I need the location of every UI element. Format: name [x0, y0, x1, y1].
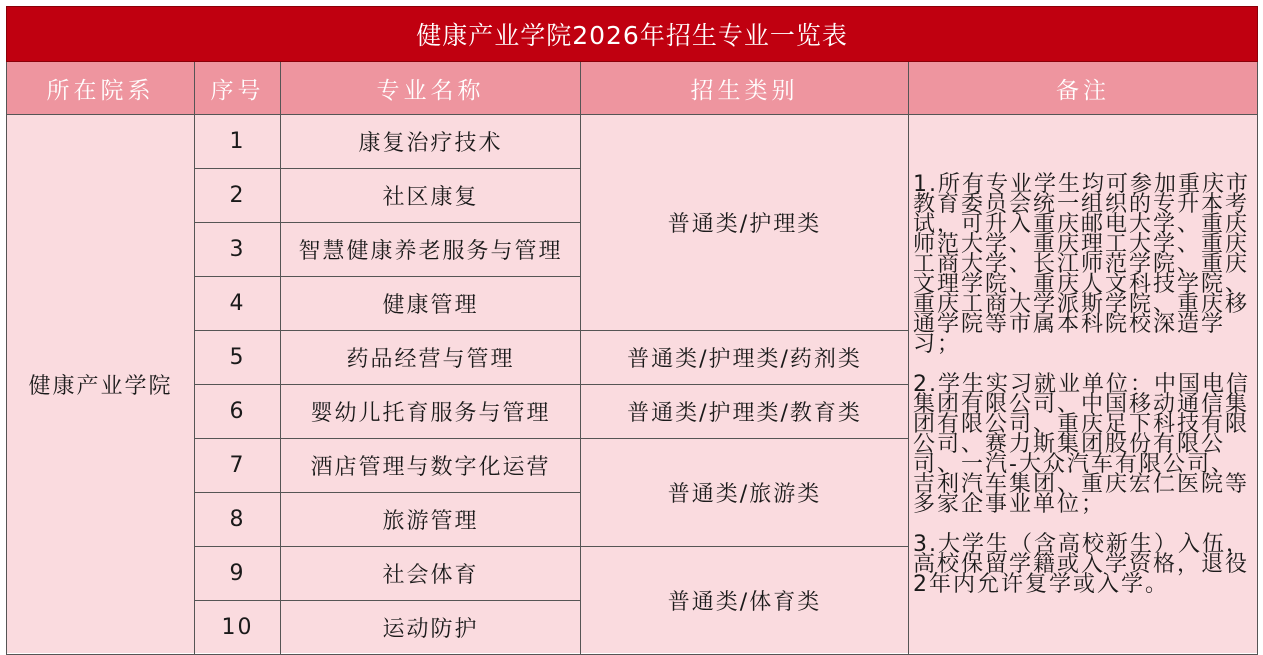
category-cell: 普通类/护理类	[581, 115, 909, 331]
header-category: 招生类别	[581, 62, 909, 115]
major-cell: 运动防护	[281, 601, 581, 655]
category-cell: 普通类/体育类	[581, 547, 909, 655]
index-cell: 6	[195, 385, 281, 439]
index-cell: 9	[195, 547, 281, 601]
header-department: 所在院系	[7, 62, 195, 115]
major-cell: 旅游管理	[281, 493, 581, 547]
remark-item: 3.大学生（含高校新生）入伍，高校保留学籍或入学资格，退役2年内允许复学或入学。	[913, 531, 1250, 597]
major-cell: 药品经营与管理	[281, 331, 581, 385]
major-cell: 康复治疗技术	[281, 115, 581, 169]
enrollment-table-sheet	[6, 6, 1257, 653]
index-cell: 3	[195, 223, 281, 277]
index-cell: 10	[195, 601, 281, 655]
department-cell: 健康产业学院	[7, 115, 195, 655]
header-index: 序号	[195, 62, 281, 115]
index-cell: 4	[195, 277, 281, 331]
enrollment-table	[6, 6, 1258, 655]
index-cell: 7	[195, 439, 281, 493]
category-cell: 普通类/护理类/教育类	[581, 385, 909, 439]
major-cell: 社会体育	[281, 547, 581, 601]
table-title: 健康产业学院2026年招生专业一览表	[7, 7, 1258, 62]
remark-item: 1.所有专业学生均可参加重庆市教育委员会统一组织的专升本考试，可升入重庆邮电大学、重庆师范大学、重庆理工大学、重庆工商大学、长江师范学院、重庆文理学院、重庆人文科技学院、重庆工商大学派斯学院、重庆移通学院等市属本科院校深造学习；	[913, 171, 1250, 357]
major-cell: 酒店管理与数字化运营	[281, 439, 581, 493]
index-cell: 8	[195, 493, 281, 547]
category-cell: 普通类/护理类/药剂类	[581, 331, 909, 385]
remark-item: 2.学生实习就业单位：中国电信集团有限公司、中国移动通信集团有限公司、重庆足下科技有限公司、赛力斯集团股份有限公司、一汽-大众汽车有限公司、吉利汽车集团、重庆宏仁医院等多家企事业单位；	[913, 371, 1250, 517]
major-cell: 社区康复	[281, 169, 581, 223]
major-cell: 健康管理	[281, 277, 581, 331]
remarks-cell	[909, 115, 1258, 655]
header-remarks: 备注	[909, 62, 1258, 115]
index-cell: 1	[195, 115, 281, 169]
header-major: 专业名称	[281, 62, 581, 115]
table-row	[7, 115, 1258, 169]
category-cell: 普通类/旅游类	[581, 439, 909, 547]
index-cell: 2	[195, 169, 281, 223]
major-cell: 智慧健康养老服务与管理	[281, 223, 581, 277]
index-cell: 5	[195, 331, 281, 385]
major-cell: 婴幼儿托育服务与管理	[281, 385, 581, 439]
